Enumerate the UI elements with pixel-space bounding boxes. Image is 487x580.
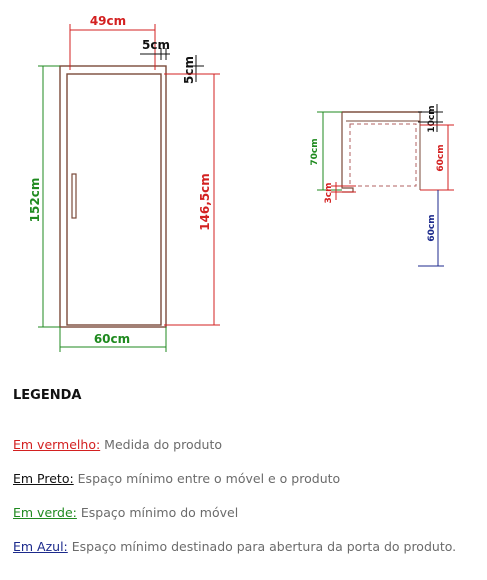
legend-key-green: Em verde:	[13, 505, 77, 520]
dim-bottom-width	[60, 327, 166, 352]
label-top-width: 49cm	[89, 14, 127, 28]
legend-key-black: Em Preto:	[13, 471, 74, 486]
legend-item-black	[13, 471, 483, 487]
side-product-dashed	[350, 124, 416, 186]
dim-furniture-height	[28, 66, 60, 327]
dim-side-10	[418, 104, 443, 133]
label-side-60-blue: 60cm	[427, 214, 437, 242]
legend-desc-red: Medida do produto	[100, 437, 223, 452]
label-side-gap-top: 5cm	[142, 38, 170, 52]
legend-title: LEGENDA	[13, 388, 82, 403]
legend-desc-black: Espaço mínimo entre o móvel e o produto	[73, 471, 341, 486]
label-side-10: 10cm	[427, 105, 437, 133]
legend-key-blue: Em Azul:	[13, 539, 68, 554]
legend-key-red: Em vermelho:	[13, 437, 101, 452]
label-furniture-height: 152cm	[28, 177, 42, 223]
dim-side-60-red	[420, 125, 454, 190]
dim-product-height	[164, 74, 220, 325]
legend-item-green	[13, 505, 483, 521]
dim-side-70	[310, 112, 342, 190]
legend-item-red	[13, 437, 483, 453]
label-side-3: 3cm	[324, 182, 334, 204]
label-bottom-width: 60cm	[93, 332, 131, 346]
dim-side-3	[324, 182, 356, 203]
product-door	[67, 74, 161, 325]
dim-side-60-blue	[418, 190, 444, 266]
label-side-60-red: 60cm	[436, 144, 446, 172]
legend	[13, 388, 483, 573]
door-handle	[72, 174, 76, 218]
legend-desc-green: Espaço mínimo do móvel	[76, 505, 239, 520]
label-product-height: 146,5cm	[198, 173, 212, 231]
label-side-gap-vertical: 5cm	[182, 56, 196, 84]
label-side-70: 70cm	[310, 138, 320, 166]
legend-desc-blue: Espaço mínimo destinado para abertura da porta do produto.	[67, 539, 457, 554]
dim-side-gap-vertical	[182, 55, 204, 84]
legend-item-blue	[13, 539, 483, 555]
